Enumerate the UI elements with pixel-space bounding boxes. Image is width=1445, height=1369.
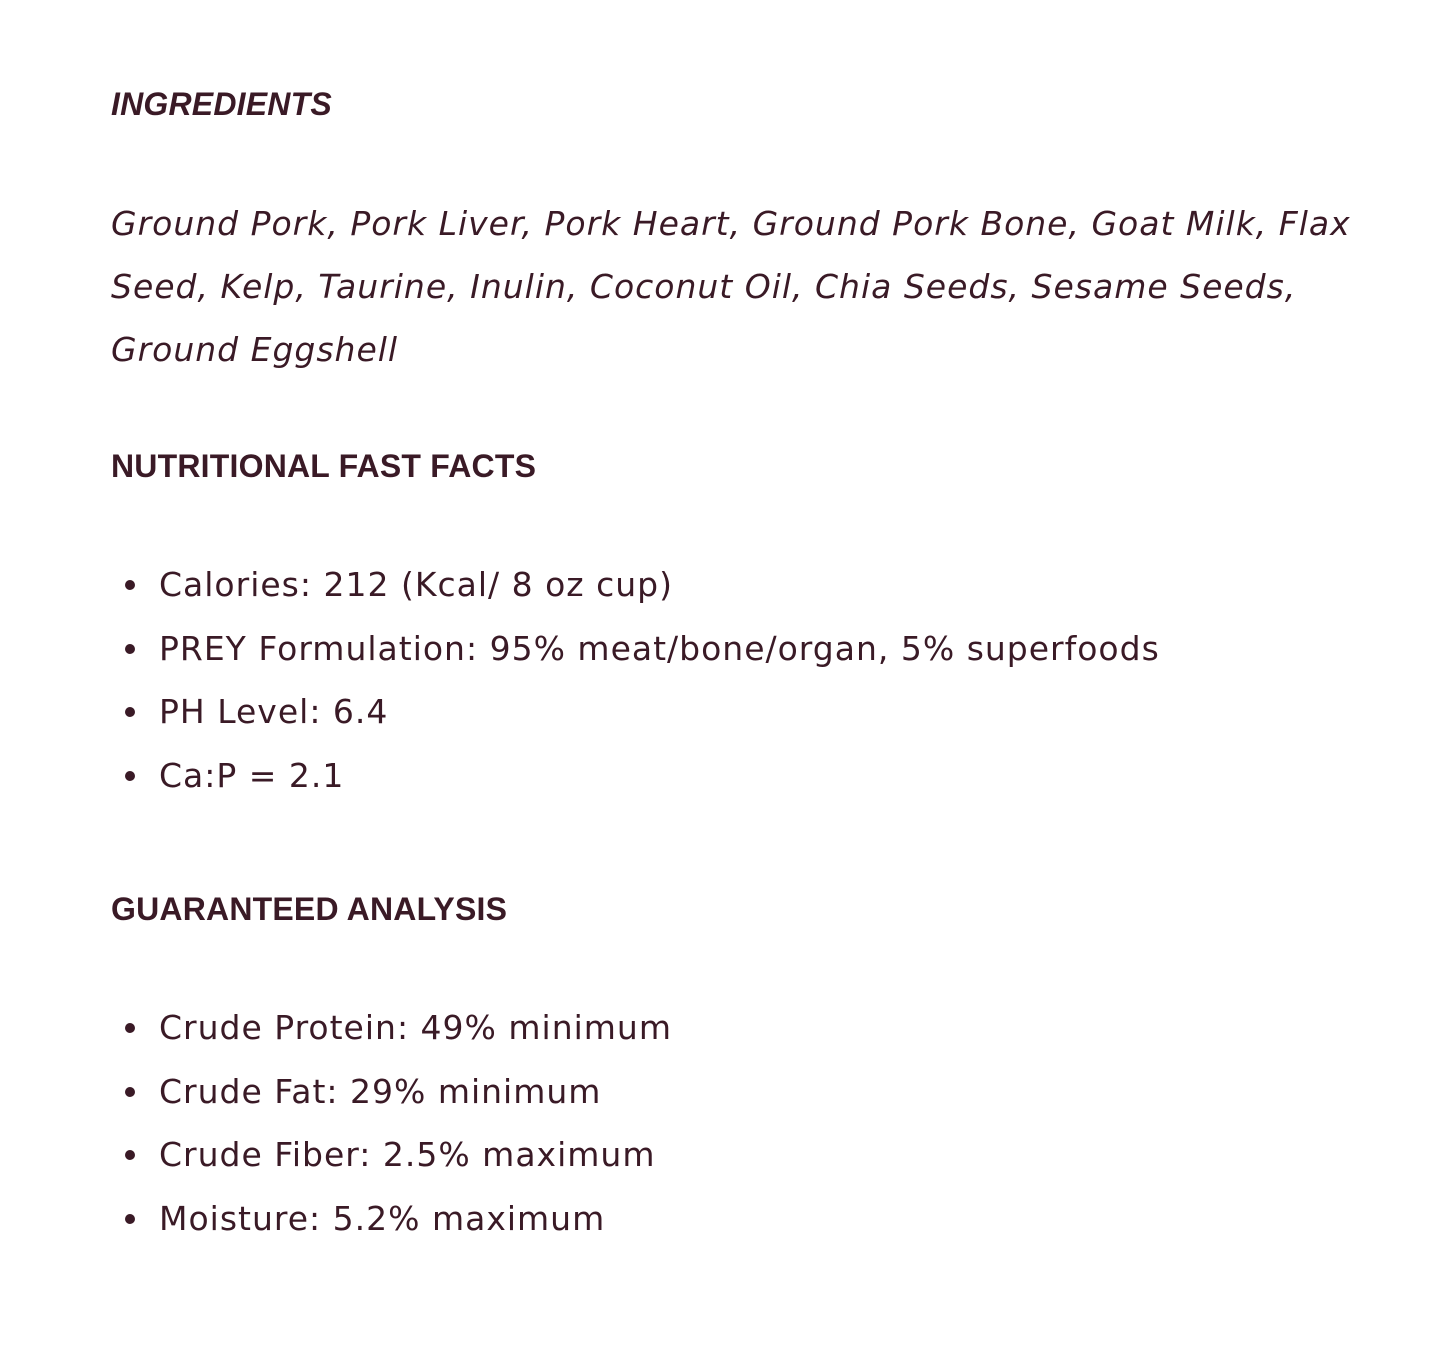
ingredients-heading: INGREDIENTS <box>111 86 332 122</box>
analysis-crude-protein: Crude Protein: 49% minimum <box>159 1008 672 1047</box>
fact-ca-p-ratio: Ca:P = 2.1 <box>159 755 345 795</box>
bullet-icon <box>125 771 135 781</box>
list-item <box>111 553 1160 617</box>
fast-facts-list <box>111 553 1160 807</box>
analysis-crude-fat: Crude Fat: 29% minimum <box>159 1071 602 1111</box>
analysis-crude-fiber: Crude Fiber: 2.5% maximum <box>159 1135 656 1174</box>
guaranteed-analysis-heading: GUARANTEED ANALYSIS <box>111 891 508 927</box>
bullet-icon <box>125 1087 135 1097</box>
fact-calories: Calories: 212 (Kcal/ 8 oz cup) <box>159 565 673 604</box>
bullet-icon <box>125 1023 135 1033</box>
list-item <box>111 1060 672 1124</box>
fact-formulation: PREY Formulation: 95% meat/bone/organ, 5% superfoods <box>159 628 1160 668</box>
bullet-icon <box>125 580 135 590</box>
bullet-icon <box>125 707 135 717</box>
ingredients-text: Ground Pork, Pork Liver, Pork Heart, Ground Pork Bone, Goat Milk, Flax Seed, Kelp, Taurine, Inulin, Coconut Oil, Chia Seeds, Sesame Seeds, Ground Eggshell <box>111 204 1351 369</box>
fact-ph-level: PH Level: 6.4 <box>159 692 389 731</box>
fast-facts-heading: NUTRITIONAL FAST FACTS <box>111 448 537 484</box>
list-item <box>111 1187 672 1251</box>
guaranteed-analysis-list <box>111 996 672 1250</box>
bullet-icon <box>125 1150 135 1160</box>
analysis-moisture: Moisture: 5.2% maximum <box>159 1198 606 1238</box>
list-item <box>111 744 1160 808</box>
list-item <box>111 1123 672 1187</box>
bullet-icon <box>125 1214 135 1224</box>
bullet-icon <box>125 644 135 654</box>
list-item <box>111 680 1160 744</box>
list-item <box>111 996 672 1060</box>
list-item <box>111 617 1160 681</box>
